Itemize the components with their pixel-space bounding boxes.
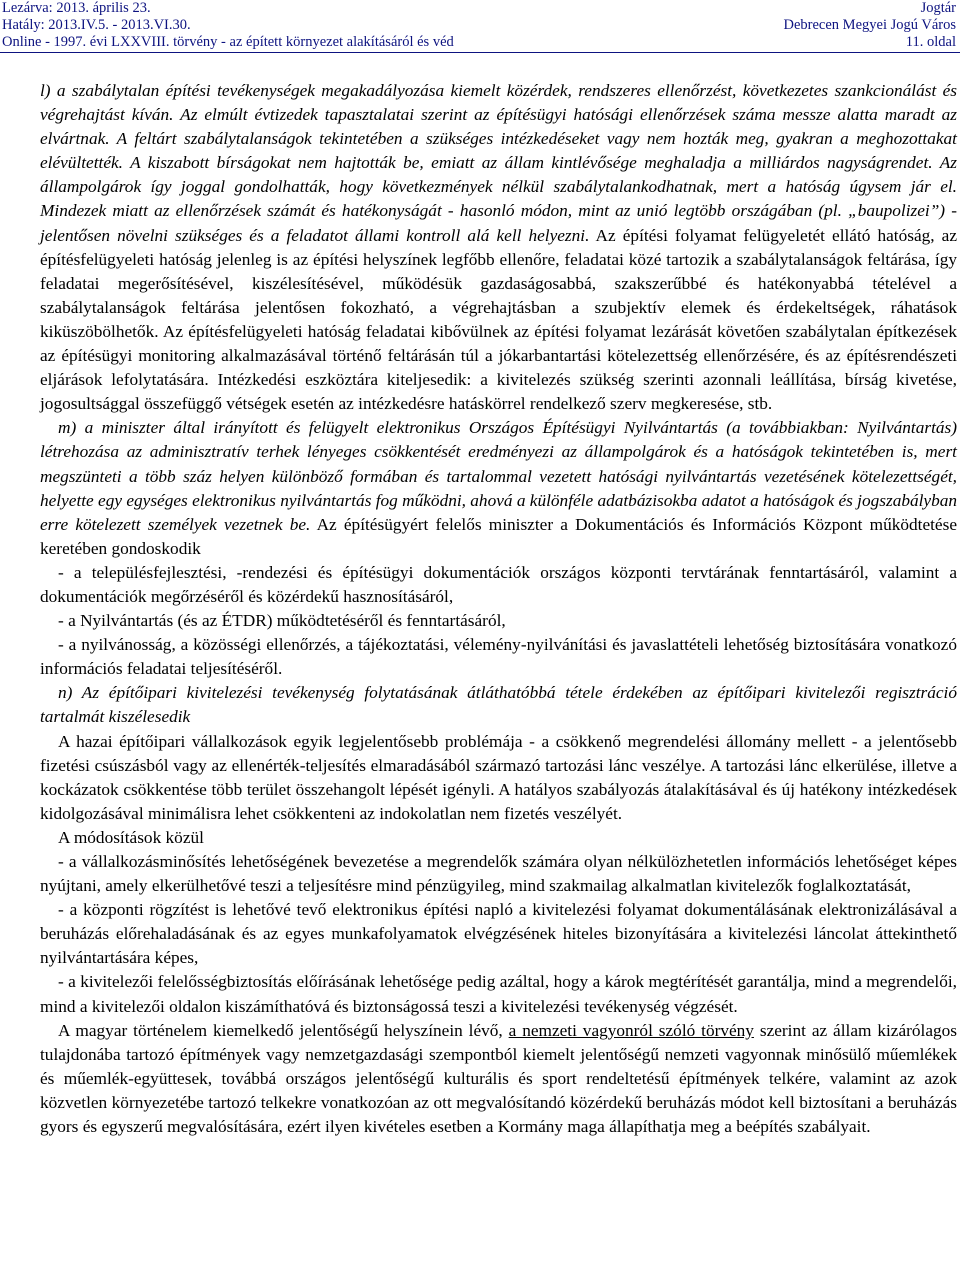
paragraph-l: [40, 79, 957, 416]
list-item: - a településfejlesztési, -rendezési és építésügyi dokumentációk országos központi tervtárának fenntartásáról, valamint a dokumentációk megőrzéséről és közérdekű hasznosításáról,: [40, 562, 957, 606]
list-item: - a kivitelezői felelősségbiztosítás előírásának lehetősége pedig azáltal, hogy a károk megtérítését garantálja, mind a megrendelői, mind a kivitelezői oldalon kiszámíthatóvá és biztonságossá teszi a kivitelezési tevékenység végzését.: [40, 972, 957, 1016]
closed-date: Lezárva: 2013. április 23.: [2, 0, 151, 16]
law-reference-link[interactable]: a nemzeti vagyonról szóló törvény: [508, 1020, 754, 1040]
paragraph-text: A magyar történelem kiemelkedő jelentőségű helyszínein lévő,: [58, 1020, 509, 1040]
paragraph-n: n) Az építőipari kivitelezési tevékenység folytatásának átláthatóbbá tétele érdekében az építőipari kivitelezői regisztráció tartalmát kiszélesedik: [40, 683, 957, 727]
document-body: [40, 79, 957, 1139]
list-item: - a nyilvánosság, a közösségi ellenőrzés, a tájékoztatási, vélemény-nyilvánítási és javaslattételi lehetőség biztosítására vonatkozó információs feladatai teljesítéséről.: [40, 635, 957, 679]
header-right: [784, 0, 956, 51]
paragraph-m: [40, 416, 957, 561]
paragraph-m-rest: Az építésügyért felelős miniszter a Dokumentációs és Információs Központ működtetése keretében gondoskodik: [40, 514, 958, 558]
paragraph: A módosítások közül: [58, 827, 204, 847]
paragraph-l-italic: l) a szabálytalan építési tevékenységek megakadályozása kiemelt közérdek, rendszeres ellenőrzést, következetes szankcionálást és végrehajtást kíván. Az elmúlt évtizedek tapasztalatai szerint az építésügyi hatósági ellenőrzések száma messze alatta maradt az elvártnak. A feltárt szabálytalanságok tekintetében a szükséges intézkedéseket vagy nem hozták meg, gyakran a meghozottakat elévültették. A kiszabott bírságokat nem hajtották be, emiatt az állam kintlévősége meghaladja a milliárdos nagyságrendet. Az állampolgárok így joggal gondolhatták, hogy következmények nélkül szabálytalankodhatnak, mert a hatóság úgysem jár el. Mindezek miatt az ellenőrzések számát és hatékonyságát - hasonló módon, mint az unió legtöbb országában (pl. „baupolizei”) - jelentősen növelni szükséges és a feladatot állami kontroll alá kell helyezni.: [40, 81, 957, 245]
municipality-name: Debrecen Megyei Jogú Város: [783, 17, 956, 33]
paragraph-text: szerint az állam kizárólagos tulajdonába tartozó építmények vagy nemzetgazdasági szempontból kiemelt jelentőségű nemzeti vagyonnak minősülő műemlékek és műemlék-együttesek, továbbá országos jelentőségű kulturális és sport rendeltetésű építmények telkére, valamint az azok közvetlen környezetébe tartozó telkekre vonatkozóan az ott megvalósítandó közérdekű beruházás módot kell biztosítani a beruházás gyors és egyszerű megvalósítására, ezért ilyen kivételes esetben a Kormány maga állapíthatja meg a beépítés szabályait.: [40, 1020, 958, 1137]
header-left: [2, 0, 454, 51]
header-divider: [0, 52, 960, 53]
document-title: Online - 1997. évi LXXVIII. törvény - az épített környezet alakításáról és véd: [2, 34, 454, 50]
paragraph-m-italic: m) a miniszter által irányított és felügyelt elektronikus Országos Építésügyi Nyilvántartás (a továbbiakban: Nyilvántartás) létrehozása az adminisztratív terhek lényeges csökkentését eredményezi az állampolgárok és a hatóságok tekintetében is, mert megszünteti a több száz helyen különböző formában és tartalommal vezetett hatósági nyilvántartás vezetésének kötelezettségét, helyette egy egységes elektronikus nyilvántartás fog működni, ahová a különféle adatbázisokba adatot a hatóságok és jogszabályban erre kötelezett személyek vezetnek be.: [40, 418, 958, 534]
list-item: - a központi rögzítést is lehetővé tevő elektronikus építési napló a kivitelezési folyamat dokumentálásának elektronizálásával a beruházás előrehaladásának és az egyes munkafolyamatok elvégzésének hiteles bizonyítására a kivitelezési láncolat áttekinthető nyilvántartására képes,: [40, 900, 957, 968]
page-number: 11. oldal: [905, 34, 956, 50]
paragraph: [40, 1019, 957, 1139]
paragraph-l-rest: Az építési folyamat felügyeletét ellátó hatóság, az építésfelügyeleti hatóság jelenleg is az építési helyszínek legfőbb ellenőre, feladatai közé tartozik a szabálytalanságok feltárása, így feladatai megerősítésével, kiszélesítésével, működésük gazdaságosabbá, szakszerűbbé és hatékonyabbá tételével a szabálytalanságok feltárása jelentősen fokozható, a végrehajtásban a szubjektív elemek és érdekeltségek, ráhatások kiküszöbölhetők. Az építésfelügyeleti hatóság feladatai kibővülnek az építési folyamat lezárását követően szabálytalan építkezések az építésügyi monitoring alkalmazásával történő feltárásán túl a jókarbantartási kötelezettség ellenőrzésére, és az építésrendészeti eljárások lefolytatására. Intézkedési eszköztára kiteljesedik: a kivitelezés szükség szerinti azonnali leállítása, bírság kivetése, jogosultsággal összefüggő vétségek esetén az intézkedésre hatáskörrel rendelkező szerv megkeresése, stb.: [40, 225, 957, 414]
page-header: [0, 0, 960, 52]
publisher-name: Jogtár: [920, 0, 956, 16]
paragraph: A hazai építőipari vállalkozások egyik legjelentősebb problémája - a csökkenő megrendelési állomány mellett - a jelentősebb fizetési csúszásból vagy az ellenérték-teljesítés elmaradásából származó tartozási lánc veszélye. A tartozási lánc elkerülése, illetve a kockázatok csökkentése több terület összehangolt lépését igényli. A hatályos szabályozás átalakításával és új hatékony intézkedések kidolgozásával minimálisra lehet csökkenteni az indokolatlan nem fizetés veszélyét.: [40, 731, 957, 823]
list-item: - a Nyilvántartás (és az ÉTDR) működtetéséről és fenntartásáról,: [58, 611, 506, 631]
validity-period: Hatály: 2013.IV.5. - 2013.VI.30.: [2, 17, 191, 33]
list-item: - a vállalkozásminősítés lehetőségének bevezetése a megrendelők számára olyan nélkülözhetetlen információs lehetőséget képes nyújtani, amely elkerülhetővé teszi a teljesítésre mind pénzügyileg, mind szakmailag alkalmatlan kivitelezők foglalkoztatását,: [40, 852, 957, 896]
